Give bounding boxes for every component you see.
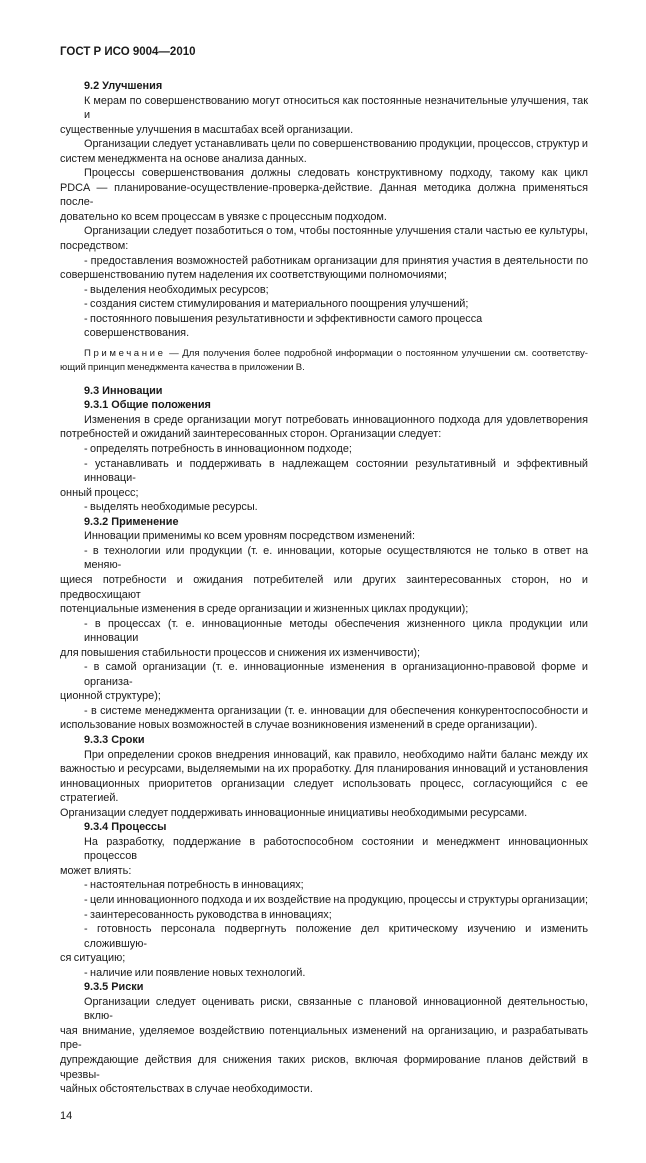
text-line: потенциальные изменения в среде организации и жизненных циклах продукции); [60,603,469,616]
paragraph [60,544,588,617]
text-line: важностью и ресурсами, выделяемыми на их проработку. Для планирования инноваций и установления [60,763,588,776]
text-line: инновационных приоритетов организации следует использовать процесс, согласующийся с ее стратегией. [60,777,588,805]
paragraph [60,442,588,457]
text-line: - заинтересованность руководства в инновациях; [84,908,332,921]
paragraph [60,835,588,879]
text-line: - создания систем стимулирования и материального поощрения улучшений; [84,298,469,311]
text-line: Организации следует устанавливать цели по совершенствованию продукции, процессов, структур и [84,138,588,151]
text-line: - наличие или появление новых технологий. [84,966,306,979]
section-heading: 9.3.1 Общие положения [84,399,211,412]
paragraph [60,878,588,893]
paragraph [60,283,588,298]
text-line: - в технологии или продукции (т. е. инновации, которые осуществляются не только в ответ на меняю- [84,544,588,572]
text-line: - выделения необходимых ресурсов; [84,283,269,296]
text-line: - цели инновационного подхода и их воздействие на продукцию, процессы и структуры организации; [84,893,588,906]
text-line: - настоятельная потребность в инновациях; [84,879,304,892]
text-line: посредством: [60,240,129,253]
text-line: - в самой организации (т. е. инновационные изменения в организационно-правовой форме и организа- [84,661,588,688]
text-line: щиеся потребности и ожидания потребителей или других заинтересованных сторон, но и предвосхищают [60,573,588,601]
paragraph [60,297,588,312]
text-line: для повышения стабильности процессов и снижения их изменчивости); [60,646,421,659]
note-label: Примечание [84,347,166,359]
text-line: К мерам по совершенствованию могут относиться как постоянные незначительные улучшения, так и [84,94,588,122]
text-line: При определении сроков внедрения инноваций, как правило, необходимо найти баланс между их [84,748,588,761]
text-line: На разработку, поддержание в работоспособном состоянии и менеджмент инновационных процессов [84,835,588,863]
document-header: ГОСТ Р ИСО 9004—2010 [60,46,196,58]
text-line: Организации следует поддерживать инновационные инициативы необходимыми ресурсами. [60,806,528,819]
text-line: Изменения в среде организации могут потребовать инновационного подхода для удовлетворения [84,413,588,426]
text-line: чайных обстоятельствах в случае необходимости. [60,1083,313,1096]
paragraph [60,660,588,704]
paragraph [60,704,588,733]
paragraph [60,457,588,501]
text-line: Организации следует позаботиться о том, чтобы постоянные улучшения стали частью ее культуры, [84,225,588,238]
section-heading: 9.3.5 Риски [84,981,144,994]
paragraph [60,617,588,661]
text-line: дупреждающие действия для снижения таких рисков, включая формирование планов действий в чрезвы- [60,1054,588,1081]
text-line: довательно ко всем процессам в увязке с процессным подходом. [60,210,387,223]
page-number: 14 [60,1109,73,1122]
paragraph [60,500,588,515]
text-line: ся ситуацию; [60,952,126,965]
document-body [60,79,588,1097]
text-line: - в системе менеджмента организации (т. е. инновации для обеспечения конкурентоспособности и [84,704,588,717]
text-line: систем менеджмента на основе анализа данных. [60,152,307,165]
text-line: совершенствованию путем наделения их соответствующими полномочиями; [60,269,447,282]
paragraph [60,254,588,283]
section-heading: 9.3.2 Применение [84,515,179,528]
paragraph [60,893,588,908]
note-text: — Для получения более подробной информации о постоянном улучшении см. соответству- [169,347,588,359]
paragraph [60,312,588,341]
text-line: PDCA — планирование-осуществление-проверка-действие. Данная методика должна применяться после- [60,181,588,209]
text-line: - определять потребность в инновационном подходе; [84,443,352,456]
section-heading: 9.3.3 Сроки [84,733,145,746]
text-line: - выделять необходимые ресурсы. [84,501,258,514]
section-heading: 9.2 Улучшения [84,80,163,92]
text-line: существенные улучшения в масштабах всей организации. [60,123,354,136]
text-line: ющий принцип менеджмента качества в приложении В. [60,362,305,374]
text-line [60,347,588,362]
text-line: - предоставления возможностей работникам организации для принятия участия в деятельности по [84,254,588,267]
text-line: чая внимание, уделяемое воздействию потенциальных изменений на организацию, и разрабатывать пре- [60,1024,588,1052]
paragraph [60,94,588,138]
text-line: онный процесс; [60,486,139,499]
paragraph [60,908,588,923]
paragraph [60,966,588,981]
text-line: потребностей и ожиданий заинтересованных сторон. Организации следует: [60,428,442,441]
paragraph [60,413,588,442]
paragraph [60,224,588,253]
text-line: Процессы совершенствования должны следовать конструктивному подходу, такому как цикл [84,167,588,180]
note-paragraph [60,347,588,376]
paragraph [60,748,588,821]
text-line: Инновации применимы ко всем уровням посредством изменений: [84,530,415,543]
section-heading: 9.3 Инновации [84,384,163,397]
text-line: - готовность персонала подвергнуть положение дел критическому изучению и изменить сложившую- [84,923,588,950]
text-line: - в процессах (т. е. инновационные методы обеспечения жизненного цикла продукции или инновации [84,617,588,645]
paragraph [60,922,588,966]
text-line: может влиять: [60,864,132,877]
text-line: ционной структуре); [60,690,161,703]
text-line: Организации следует оценивать риски, связанные с плановой инновационной деятельностью, вклю- [84,995,588,1023]
paragraph [60,995,588,1097]
paragraph [60,529,588,544]
paragraph [60,166,588,224]
section-heading: 9.3.4 Процессы [84,821,167,834]
paragraph [60,137,588,166]
text-line: - устанавливать и поддерживать в надлежащем состоянии результативный и эффективный инноваци- [84,457,588,485]
text-line: - постоянного повышения результативности и эффективности самого процесса совершенствования. [84,312,483,340]
text-line: использование новых возможностей в случае возникновения изменений в среде организации). [60,719,538,732]
